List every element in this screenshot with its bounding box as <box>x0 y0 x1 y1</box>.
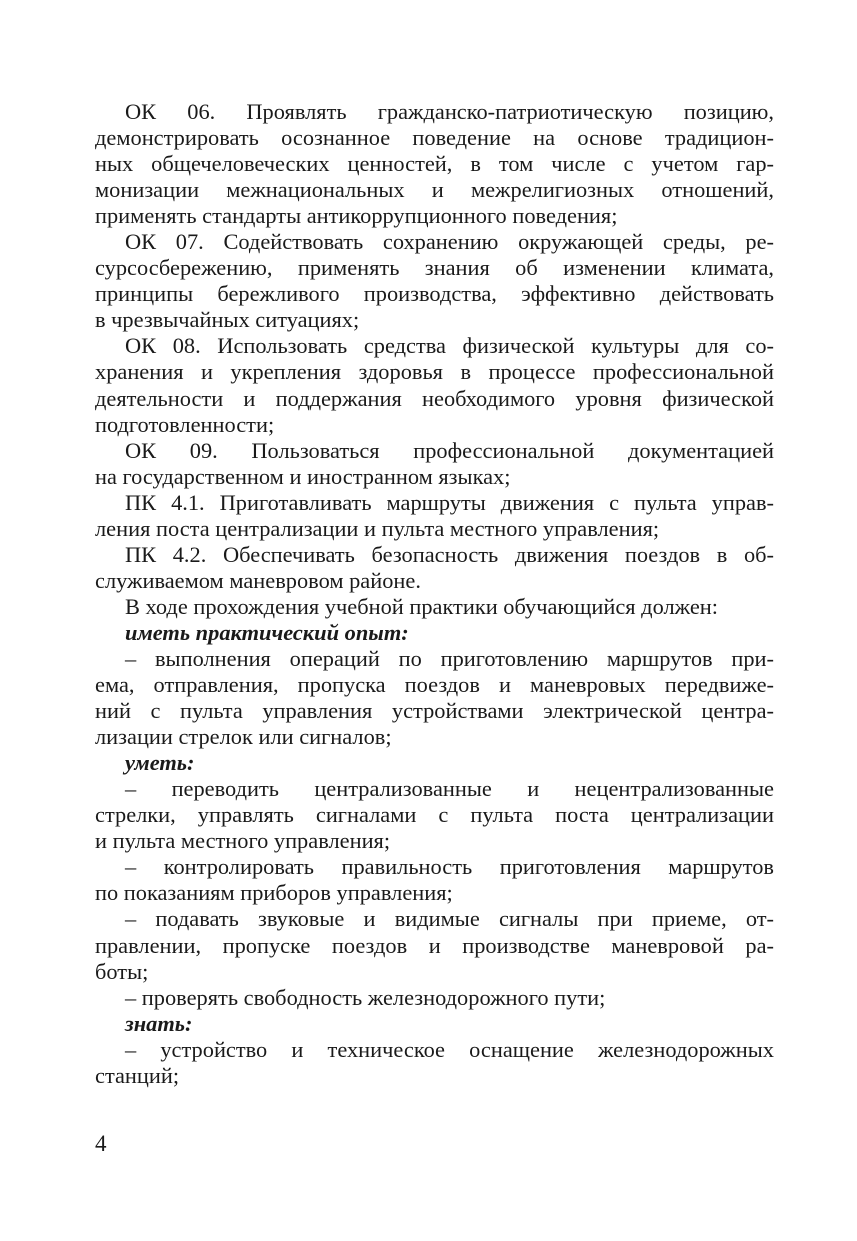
text-line: ОК 06. Проявлять гражданско-патриотическую позицию, <box>125 99 774 124</box>
text-line: сурсосбережению, применять знания об изменении климата, <box>95 255 774 281</box>
text-line: лизации стрелок или сигналов; <box>95 724 392 750</box>
text-line: в чрезвычайных ситуациях; <box>95 307 360 333</box>
text-line: – переводить централизованные и нецентрализованные <box>125 776 774 802</box>
section-heading: уметь: <box>125 750 195 776</box>
text-line: подготовленности; <box>95 411 275 437</box>
text-line: демонстрировать осознанное поведение на основе традицион- <box>95 125 774 151</box>
text-line: ОК 08. Использовать средства физической культуры для со- <box>125 333 774 359</box>
text-line: ных общечеловеческих ценностей, в том числе с учетом гар- <box>95 151 774 177</box>
text-line: станций; <box>95 1062 180 1088</box>
text-line: служиваемом маневровом районе. <box>95 567 421 593</box>
text-line: В ходе прохождения учебной практики обучающийся должен: <box>125 593 718 619</box>
text-line: деятельности и поддержания необходимого уровня физической <box>95 385 774 411</box>
text-line: ний с пульта управления устройствами электрической центра- <box>95 698 774 724</box>
text-line: хранения и укрепления здоровья в процессе профессиональной <box>95 359 774 385</box>
section-heading: знать: <box>125 1010 193 1036</box>
text-line: ПК 4.1. Приготавливать маршруты движения с пульта управ- <box>125 489 774 515</box>
text-line: по показаниям приборов управления; <box>95 880 453 906</box>
text-line: стрелки, управлять сигналами с пульта поста централизации <box>95 802 774 828</box>
text-line: принципы бережливого производства, эффективно действовать <box>95 281 774 307</box>
section-heading: иметь практический опыт: <box>125 619 409 645</box>
text-line: применять стандарты антикоррупционного поведения; <box>95 203 618 229</box>
body-text <box>95 99 774 1089</box>
text-line: на государственном и иностранном языках; <box>95 463 511 489</box>
text-line: ПК 4.2. Обеспечивать безопасность движения поездов в об- <box>125 541 774 567</box>
text-line: монизации межнациональных и межрелигиозных отношений, <box>95 177 774 203</box>
text-line: ОК 09. Пользоваться профессиональной документацией <box>125 437 774 463</box>
text-line: – выполнения операций по приготовлению маршрутов при- <box>125 645 774 671</box>
text-line: ления поста централизации и пульта местного управления; <box>95 515 660 541</box>
text-line: – проверять свободность железнодорожного пути; <box>125 984 606 1010</box>
text-line: – подавать звуковые и видимые сигналы при приеме, от- <box>125 906 774 932</box>
text-line: ема, отправления, пропуска поездов и маневровых передвиже- <box>95 672 774 698</box>
page-number: 4 <box>95 1131 107 1156</box>
text-line: правлении, пропуске поездов и производстве маневровой ра- <box>95 932 774 958</box>
text-line: ОК 07. Содействовать сохранению окружающей среды, ре- <box>125 229 774 255</box>
text-line: боты; <box>95 958 149 984</box>
text-line: и пульта местного управления; <box>95 828 391 854</box>
text-line: – контролировать правильность приготовления маршрутов <box>125 854 774 880</box>
text-line: – устройство и техническое оснащение железнодорожных <box>125 1036 774 1062</box>
